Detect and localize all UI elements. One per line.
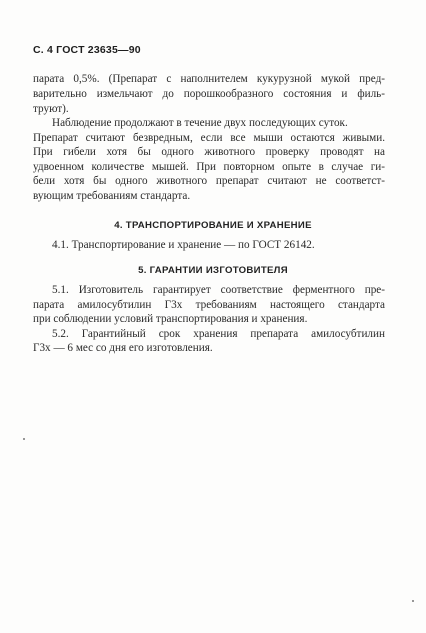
text-line: Наблюдение продолжают в течение двух последующих суток. — [52, 117, 348, 129]
text-line: Препарат считают безвредным, если все мыши остаются живыми. — [33, 132, 385, 144]
text-line: бели хотя бы одного животного препарат считают не соответст- — [33, 175, 385, 187]
text-line: варительно измельчают до порошкообразного состояния и филь- — [33, 88, 385, 100]
page-header: С. 4 ГОСТ 23635—90 — [33, 44, 141, 56]
text-line: 5.2. Гарантийный срок хранения препарата амилосубтилин — [52, 328, 385, 340]
text-line: при соблюдении условий транспортирования и хранения. — [33, 313, 308, 325]
text-line: 5.1. Изготовитель гарантирует соответствие ферментного пре- — [52, 284, 385, 296]
scan-mark — [23, 438, 25, 440]
scan-mark — [412, 600, 414, 602]
text-line: 4.1. Транспортирование и хранение — по ГОСТ 26142. — [52, 239, 315, 251]
text-line: вующим требованиям стандарта. — [33, 190, 191, 202]
text-line: труют). — [33, 103, 69, 115]
section-heading: 4. ТРАНСПОРТИРОВАНИЕ И ХРАНЕНИЕ — [114, 220, 312, 231]
text-line: парата 0,5%. (Препарат с наполнителем кукурузной мукой пред- — [33, 73, 385, 85]
text-line: парата амилосубтилин Г3х требованиям настоящего стандарта — [33, 299, 385, 311]
section-heading: 5. ГАРАНТИИ ИЗГОТОВИТЕЛЯ — [138, 265, 288, 276]
text-line: Г3х — 6 мес со дня его изготовления. — [33, 342, 213, 354]
text-line: При гибели хотя бы одного животного проверку проводят на — [33, 146, 385, 158]
text-line: удвоенном количестве мышей. При повторном опыте в случае ги- — [33, 161, 385, 173]
